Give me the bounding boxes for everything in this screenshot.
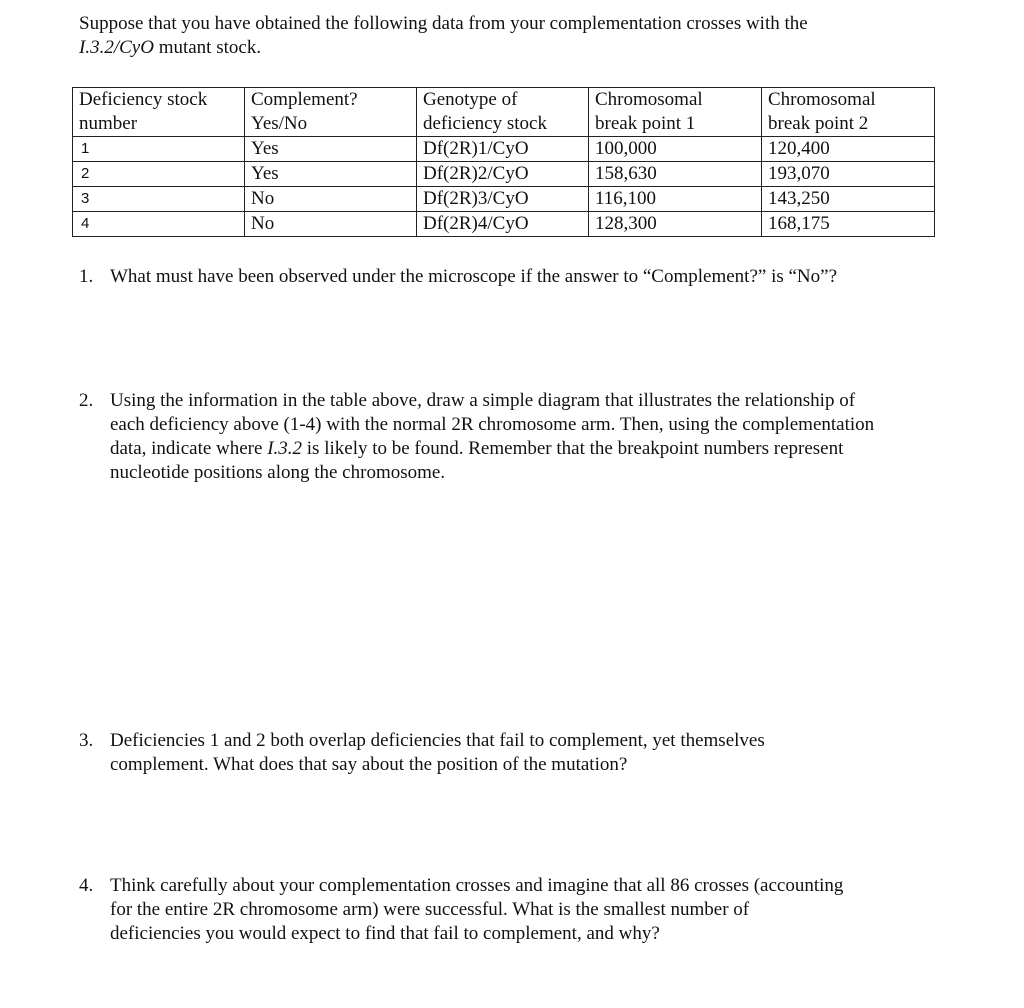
question-2 [79, 389, 969, 485]
cell-genotype: Df(2R)1/CyO [417, 137, 589, 162]
cell-complement: Yes [245, 162, 417, 187]
cell-break-point-1: 100,000 [589, 137, 762, 162]
cell-stock-number: 2 [73, 162, 245, 187]
question-1 [79, 265, 969, 289]
header-complement: Complement? Yes/No [245, 88, 417, 137]
question-text: What must have been observed under the microscope if the answer to “Complement?” is “No”? [110, 266, 838, 287]
mutation-name: I.3.2 [267, 438, 303, 459]
cell-complement: Yes [245, 137, 417, 162]
cell-genotype: Df(2R)3/CyO [417, 187, 589, 212]
table-row [73, 162, 935, 187]
question-number: 3. [79, 730, 94, 751]
table-row [73, 137, 935, 162]
intro-paragraph [79, 12, 959, 60]
cell-complement: No [245, 212, 417, 237]
mutant-stock-name: I.3.2/CyO [79, 37, 154, 58]
cell-break-point-1: 158,630 [589, 162, 762, 187]
question-4 [79, 874, 969, 946]
header-deficiency-stock-number: Deficiency stock number [73, 88, 245, 137]
cell-break-point-1: 116,100 [589, 187, 762, 212]
question-number: 4. [79, 875, 94, 896]
intro-line-2-rest: mutant stock. [153, 37, 262, 58]
complementation-table [72, 87, 935, 237]
cell-break-point-2: 120,400 [762, 137, 935, 162]
header-genotype: Genotype of deficiency stock [417, 88, 589, 137]
question-3 [79, 729, 969, 777]
question-text: Using the information in the table above, draw a simple diagram that illustrates the relationship of each deficiency above (1-4) with the normal 2R chromosome arm. Then, using the complementation data, indicate where I.3.2 is likely to be found. Remember that the breakpoint numbers represent nucleotide positions along the chromosome. [110, 390, 875, 483]
table-row [73, 212, 935, 237]
intro-line-1: Suppose that you have obtained the following data from your complementation crosses with the [79, 13, 808, 34]
cell-break-point-2: 193,070 [762, 162, 935, 187]
cell-stock-number: 3 [73, 187, 245, 212]
cell-break-point-1: 128,300 [589, 212, 762, 237]
question-number: 1. [79, 266, 94, 287]
intro-line-2 [79, 36, 959, 60]
table-row [73, 187, 935, 212]
header-break-point-1: Chromosomal break point 1 [589, 88, 762, 137]
cell-break-point-2: 143,250 [762, 187, 935, 212]
cell-stock-number: 1 [73, 137, 245, 162]
table-header-row [73, 88, 935, 137]
question-text: Think carefully about your complementation crosses and imagine that all 86 crosses (accounting for the entire 2R chromosome arm) were successful. What is the smallest number of deficiencies you would expect to find that fail to complement, and why? [110, 875, 844, 944]
cell-genotype: Df(2R)2/CyO [417, 162, 589, 187]
cell-break-point-2: 168,175 [762, 212, 935, 237]
question-number: 2. [79, 390, 94, 411]
header-break-point-2: Chromosomal break point 2 [762, 88, 935, 137]
cell-complement: No [245, 187, 417, 212]
cell-stock-number: 4 [73, 212, 245, 237]
question-text: Deficiencies 1 and 2 both overlap deficiencies that fail to complement, yet themselves complement. What does that say about the position of the mutation? [110, 730, 765, 775]
cell-genotype: Df(2R)4/CyO [417, 212, 589, 237]
